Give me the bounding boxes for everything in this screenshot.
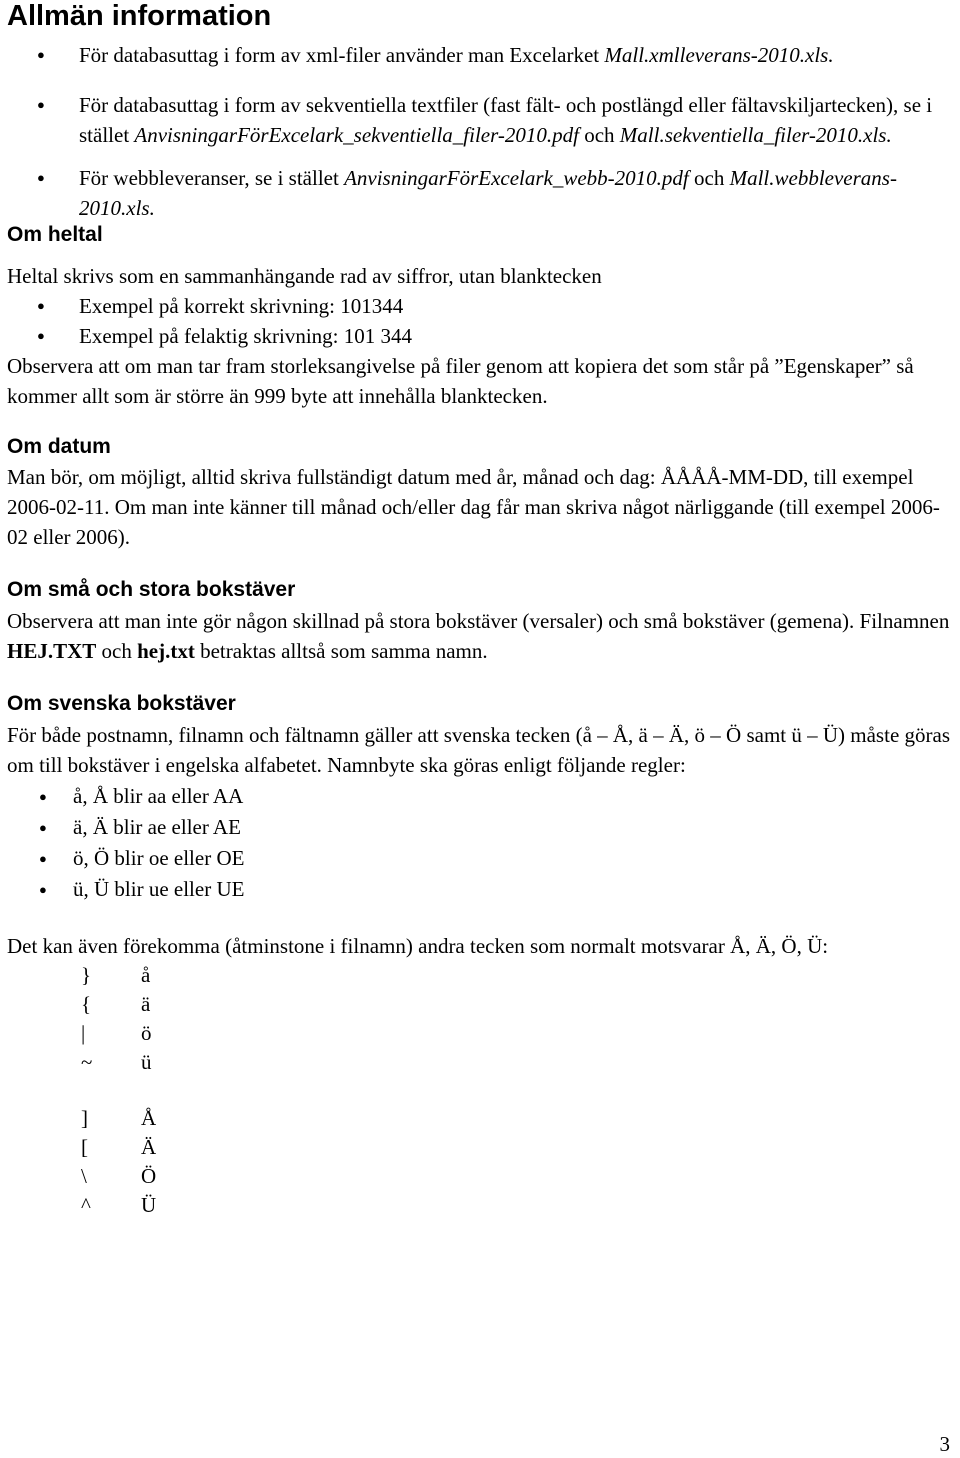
allman-item-3 [7,163,952,223]
heltal-item-2: ● Exempel på felaktig skrivning: 101 344 [7,321,952,351]
map-letter: Ö [141,1164,157,1188]
allman-item-2 [7,90,952,150]
text-run: och [578,123,620,147]
italic-filename: Mall.sekventiella_filer-2010.xls. [619,123,892,147]
heading-heltal: Om heltal [7,223,103,246]
page-number: 3 [939,1432,950,1456]
case-text [7,606,952,666]
datum-text: Man bör, om möjligt, alltid skriva fullständigt datum med år, månad och dag: ÅÅÅÅ-MM-DD, till exempel 2006-02-11. Om man inte känner till månad och/eller dag får man skriva något närliggande (till exempel 2006-02 eller 2006). [7,465,940,549]
map-letter: ä [141,992,151,1016]
italic-filename: AnvisningarFörExcelark_sekventiella_filer-2010.pdf [134,123,579,147]
map-letter: Å [141,1106,157,1130]
text-run: betraktas alltså som samma namn. [194,639,488,663]
heltal-list [7,291,952,351]
mapping-table-lower [81,961,952,1077]
heltal-intro: Heltal skrivs som en sammanhängande rad av siffror, utan blanktecken [7,264,602,288]
svenska-item-1: ● å, Å blir aa eller AA [7,781,952,812]
heading-case: Om små och stora bokstäver [7,578,296,601]
map-symbol: ^ [81,1193,91,1217]
text-run: För webbleveranser, se i stället [79,166,345,190]
map-symbol: | [81,1021,86,1045]
svenska-item-4: ● ü, Ü blir ue eller UE [7,874,952,905]
heading-allman: Allmän information [7,0,272,32]
svenska-list [7,781,952,905]
map-symbol: } [81,963,92,987]
heltal-note: Observera att om man tar fram storleksangivelse på filer genom att kopiera det som står på ”Egenskaper” så kommer allt som är större än 999 byte att innehålla blanktecken. [7,354,914,408]
svenska-intro: För både postnamn, filnamn och fältnamn gäller att svenska tecken (å – Å, ä – Ä, ö – Ö samt ü – Ü) måste göras om till bokstäver i engelska alfabetet. Namnbyte ska göras enligt följande regler: [7,723,951,777]
text-run: och [96,639,138,663]
text-run: och [688,166,730,190]
map-symbol: ] [81,1106,88,1130]
text-run: För databasuttag i form av xml-filer använder man Excelarket [79,43,605,67]
text-run: För databasuttag i form av sekventiella textfiler (fast fält- och postlängd eller fältavskiljartecken), se i stället [79,93,933,147]
allman-list [7,40,952,223]
italic-filename: AnvisningarFörExcelark_webb-2010.pdf [344,166,689,190]
text-run: Observera att man inte gör någon skillnad på stora bokstäver (versaler) och små bokstäver (gemena). Filnamnen [7,609,950,633]
map-symbol: { [81,992,92,1016]
bold-filename: HEJ.TXT [7,639,97,663]
heading-datum: Om datum [7,435,111,458]
map-letter: Ü [141,1193,157,1217]
allman-item-1 [7,40,952,70]
map-symbol: ~ [81,1050,93,1074]
italic-filename: Mall.webbleverans-2010.xls. [79,166,897,220]
map-symbol: \ [81,1164,87,1188]
other-intro: Det kan även förekomma (åtminstone i filnamn) andra tecken som normalt motsvarar Å, Ä, Ö, Ü: [7,934,829,958]
map-letter: ü [141,1050,152,1074]
heltal-item-1: ● Exempel på korrekt skrivning: 101344 [7,291,952,321]
heading-svenska: Om svenska bokstäver [7,692,236,715]
map-letter: Ä [141,1135,157,1159]
svenska-item-3: ● ö, Ö blir oe eller OE [7,843,952,874]
map-symbol: [ [81,1135,88,1159]
document-page [7,0,952,1220]
mapping-table-upper [81,1104,952,1220]
svenska-item-2: ● ä, Ä blir ae eller AE [7,812,952,843]
map-letter: å [141,963,151,987]
map-letter: ö [141,1021,152,1045]
italic-filename: Mall.xmlleverans-2010.xls. [604,43,834,67]
bold-filename: hej.txt [137,639,195,663]
